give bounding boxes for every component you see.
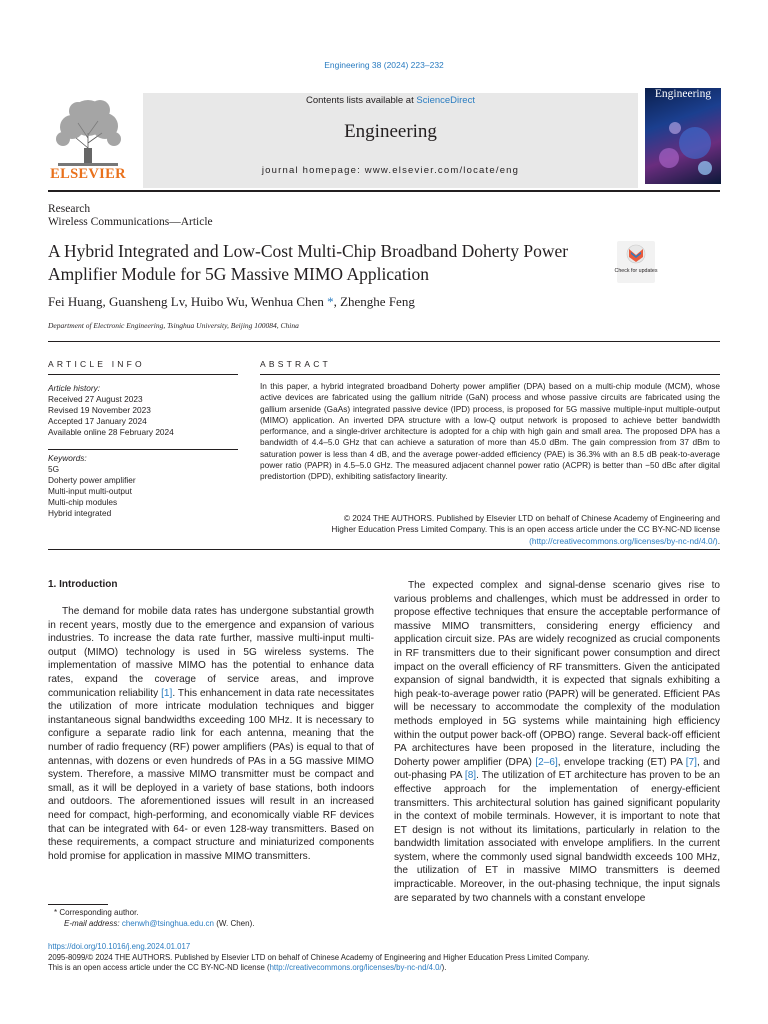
info-rule-top [48, 374, 238, 375]
reference-link[interactable]: [1] [161, 687, 173, 699]
author-list: Fei Huang, Guansheng Lv, Huibo Wu, Wenhua Chen *, Zhenghe Feng [48, 294, 415, 309]
abstract-text: In this paper, a hybrid integrated broadband Doherty power amplifier (DPA) based on a multi-chip module (MCM), whose active devices are fabricated using the gallium nitride (GaN) process and whose passive circuits are fabricated using the gallium arsenide (GaAs) integrated passive device (IPD) process, is proposed for 5G massive multiple-input multiple-output (MIMO) application. An inverted DPA structure with a low-Q output network is proposed to achieve better bandwidth performance, and a single-driver architecture is adopted for a chip with high gain and small area. The proposed DPA has a bandwidth of 4.4–5.0 GHz that can achieve a saturation of more than 45.0 dBm. The gain compression from 37 dBm to saturation power is less than 4 dB, and the average power-added efficiency (PAE) is 36.3% with an 8.5 dB peak-to-average power ratio (PAPR) in 4.5–5.0 GHz. The measured adjacent channel power ratio (ACPR) is better than −50 dBc after digital predistortion (DPD), exhibiting satisfactory linearity. [260, 381, 720, 482]
journal-masthead [143, 93, 638, 188]
article-subcategory: Wireless Communications—Article [48, 216, 213, 228]
keywords: Keywords: 5G Doherty power amplifier Multi-input multi-output Multi-chip modules Hybrid integrated [48, 453, 238, 519]
left-column [48, 605, 374, 863]
corresponding-author-mark[interactable]: * [323, 294, 334, 309]
paragraph: The demand for mobile data rates has undergone substantial growth in recent years, mostly due to the emergence and expansion of various industries. To increase the data rate further, massive multi-input multi-output (MIMO) technology is used in 5G wireless systems. The implementation of massive MIMO has the potential to enhance data rates, expand the coverage of service areas, and improve communication reliability [1]. This enhancement in data rate necessitates the utilization of more intricate modulation techniques and bigger instantaneous signal bandwidths exceeding 100 MHz. It is necessary to configure a separate radio link for each antenna, meaning that the number of radio frequency (RF) power amplifiers (PAs) is equal to that of antennas, with dozens or even hundreds of PAs in a 5G massive MIMO system. Therefore, a massive MIMO transmitter must be compact and small, as it will be deployed in a variety of base stations, both indoors and outdoors. The aforementioned issues will result in an increased need for compact, high-performing, and economically viable RF devices that can be integrated with 64- or even 128-way transmitters. Based on these requirements, a compact structure and miniaturized components hold promise for application in massive MIMO transmitters. [48, 606, 374, 862]
keyword-item: Hybrid integrated [48, 508, 112, 518]
history-received: Received 27 August 2023 [48, 394, 143, 404]
footnote: * Corresponding author. E-mail address: chenwh@tsinghua.edu.cn (W. Chen). [54, 908, 255, 928]
journal-cover-image [645, 88, 721, 184]
footer: https://doi.org/10.1016/j.eng.2024.01.017 2095-8099/© 2024 THE AUTHORS. Published by Elsevier LTD on behalf of Chinese Academy of Engineering and Higher Education Press Limited Company. This is an open access article under the CC BY-NC-ND license (http://creativecommons.org/licenses/by-nc-nd/4.0/). [48, 942, 590, 972]
keyword-item: Doherty power amplifier [48, 475, 136, 485]
keyword-item: 5G [48, 464, 60, 474]
history-revised: Revised 19 November 2023 [48, 405, 151, 415]
article-info-heading: ARTICLE INFO [48, 359, 145, 369]
right-column [394, 579, 720, 905]
doi-link[interactable]: https://doi.org/10.1016/j.eng.2024.01.017 [48, 942, 191, 951]
author-affiliation: Department of Electronic Engineering, Tsinghua University, Beijing 100084, China [48, 321, 299, 330]
crossmark-label: Check for updates [614, 268, 658, 274]
license-link[interactable]: (http://creativecommons.org/licenses/by-nc-nd/4.0/) [529, 535, 718, 546]
history-accepted: Accepted 17 January 2024 [48, 416, 147, 426]
journal-homepage[interactable]: journal homepage: www.elsevier.com/locate/eng [261, 165, 520, 176]
abstract-rule-top [260, 374, 720, 375]
article-title: A Hybrid Integrated and Low-Cost Multi-Chip Broadband Doherty Power Amplifier Module for 5G Massive MIMO Application [48, 241, 569, 284]
paragraph: The expected complex and signal-dense scenario gives rise to various problems and challenges, which must be addressed in order to propose effective techniques that ensure the acceptable performance of massive MIMO transmitters, considering energy efficiency and application circuit size. PAs are widely recognized as crucial components in RF transmitters due to their significant power consumption and direct impact on the overall efficiency of RF transmitters. Given the anticipated expansion of signal bandwidth, it is expected that signals exhibiting a high peak-to-average power ratio (PAPR) will be generated. Efficient PAs will be necessary to accommodate the complexity of the modulation methods employed in 5G systems while maintaining high efficiency within the output power back-off (OPBO) range. Several back-off efficient PA architectures have been proposed in the literature, including the Doherty power amplifier (DPA) [2–6], envelope tracking (ET) PA [7], and out-phasing PA [8]. The utilization of ET architecture has proven to be an effective approach for the implementation of energy-efficient transmitters. This architectural solution has gained significant popularity in the context of mobile terminals. However, it is important to note that ET design is not without its limitations, particularly in relation to the bandwidth limitation associated with envelope amplifiers. In the current system, where the commonly used signal bandwidth exceeds 100 MHz, the utilization of ET in massive MIMO transmitters is deemed impracticable. Moreover, in the out-phasing technique, the input signals are separated by two channels with a constant envelope [394, 580, 721, 904]
section-heading-introduction: 1. Introduction [48, 579, 118, 590]
abstract-heading: ABSTRACT [260, 359, 331, 369]
article-category: Research [48, 203, 91, 215]
reference-link[interactable]: [7] [685, 756, 697, 768]
keyword-item: Multi-input multi-output [48, 486, 132, 496]
journal-citation[interactable]: Engineering 38 (2024) 223–232 [324, 60, 444, 70]
journal-name: Engineering [344, 121, 437, 142]
abstract-rule-bottom [48, 549, 720, 550]
history-online: Available online 28 February 2024 [48, 427, 174, 437]
publisher-logo-text: ELSEVIER [50, 166, 126, 182]
header-rule [48, 190, 720, 192]
keyword-item: Multi-chip modules [48, 497, 118, 507]
cover-artwork [645, 88, 721, 184]
article-history: Article history: Received 27 August 2023 Revised 19 November 2023 Accepted 17 January 2024 Available online 28 February 2024 [48, 383, 238, 438]
cover-title: Engineering [654, 88, 712, 100]
reference-link[interactable]: [8] [464, 770, 477, 782]
affiliation-rule [48, 341, 720, 342]
crossmark-icon[interactable] [614, 241, 658, 283]
abstract-copyright: © 2024 THE AUTHORS. Published by Elsevier LTD on behalf of Chinese Academy of Engineering and Higher Education Press Limited Company. This is an open access article under the CC BY-NC-ND license (http://creativecommons.org/licenses/by-nc-nd/4.0/). [331, 513, 720, 546]
contents-line: Contents lists available at ScienceDirect [306, 95, 475, 106]
footnote-rule [48, 904, 108, 905]
email-link[interactable]: chenwh@tsinghua.edu.cn [121, 919, 214, 928]
info-rule-mid [48, 449, 238, 450]
footer-license-link[interactable]: http://creativecommons.org/licenses/by-nc-nd/4.0/ [269, 963, 442, 972]
reference-link[interactable]: [2–6] [535, 756, 558, 768]
sciencedirect-link[interactable]: ScienceDirect [416, 95, 475, 106]
